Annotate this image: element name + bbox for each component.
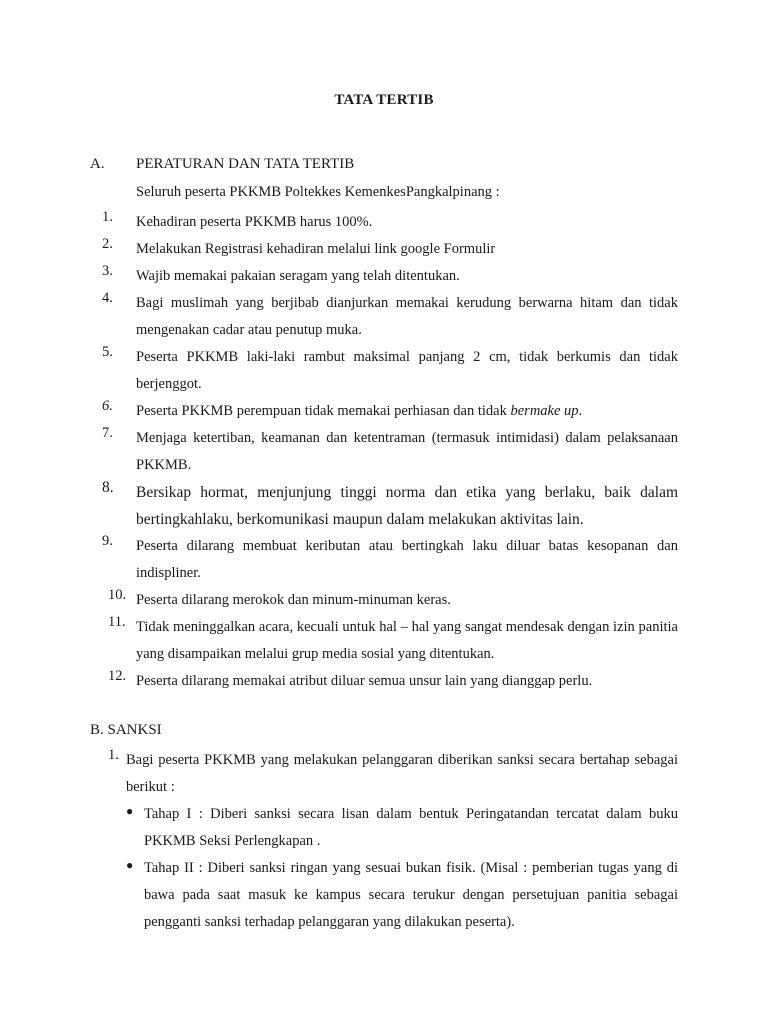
section-a-title: PERATURAN DAN TATA TERTIB [136,156,355,172]
list-item-number: 11. [108,614,126,630]
section-a-heading [90,156,354,173]
list-item-number: 9. [102,533,113,549]
list-item-text-italic: bermake up [510,403,579,419]
list-item-number: 3. [102,263,113,279]
list-item-number: 4. [102,290,113,306]
list-item-number: 8. [102,479,114,496]
section-a-letter: A. [90,156,105,172]
list-item-text: Peserta dilarang membuat keributan atau bertingkah laku diluar batas kesopanan dan indispliner. [136,538,678,581]
list-item-text-main: Peserta PKKMB perempuan tidak memakai perhiasan dan tidak [136,403,511,419]
list-item-number: 2. [102,236,113,252]
list-item-number: 12. [108,668,127,684]
list-item-text: Menjaga ketertiban, keamanan dan ketentraman (termasuk intimidasi) dalam pelaksanaan PKKMB. [136,430,678,473]
bullet-item-text: Tahap II : Diberi sanksi ringan yang sesuai bukan fisik. (Misal : pemberian tugas yang di bawa pada saat masuk ke kampus secara terukur dengan persetujuan panitia sebagai pengganti sanksi terhadap pelanggaran yang dilakukan peserta). [144,860,678,930]
sanction-item-number: 1. [108,747,119,763]
bullet-dot-icon: ● [126,858,134,872]
list-item-text: Bagi muslimah yang berjibab dianjurkan memakai kerudung berwarna hitam dan tidak mengenakan cadar atau penutup muka. [136,295,678,338]
list-item-text: Peserta dilarang memakai atribut diluar semua unsur lain yang dianggap perlu. [136,673,593,689]
list-item-text-end: . [578,403,583,419]
list-item-number: 7. [102,425,113,441]
list-item-text: Melakukan Registrasi kehadiran melalui link google Formulir [136,241,496,257]
list-item-number: 6. [102,398,113,414]
list-item-text: Peserta PKKMB laki-laki rambut maksimal panjang 2 cm, tidak berkumis dan tidak berjenggot. [136,349,678,392]
list-item-text: Kehadiran peserta PKKMB harus 100%. [136,214,373,230]
list-item-text: Wajib memakai pakaian seragam yang telah ditentukan. [136,268,460,284]
section-a-intro: Seluruh peserta PKKMB Poltekkes KemenkesPangkalpinang : [136,184,500,200]
bullet-item-text: Tahap I : Diberi sanksi secara lisan dalam bentuk Peringatandan tercatat dalam buku PKKMB Seksi Perlengkapan . [144,806,678,849]
bullet-dot-icon: ● [126,804,134,818]
list-item-number: 5. [102,344,113,360]
document-title: TATA TERTIB [334,92,434,108]
list-item-text: Peserta dilarang merokok dan minum-minuman keras. [136,592,451,608]
sanction-item-text: Bagi peserta PKKMB yang melakukan pelanggaran diberikan sanksi secara bertahap sebagai berikut : [126,752,678,795]
list-item-text: Tidak meninggalkan acara, kecuali untuk hal – hal yang sangat mendesak dengan izin panitia yang disampaikan melalui grup media sosial yang ditentukan. [136,619,678,662]
section-b-heading: B. SANKSI [90,722,162,738]
list-item-number: 1. [102,209,113,225]
list-item-text [136,398,678,425]
list-item-number: 10. [108,587,127,603]
list-item-text: Bersikap hormat, menjunjung tinggi norma dan etika yang berlaku, baik dalam bertingkahlaku, berkomunikasi maupun dalam melakukan aktivitas lain. [136,484,678,528]
